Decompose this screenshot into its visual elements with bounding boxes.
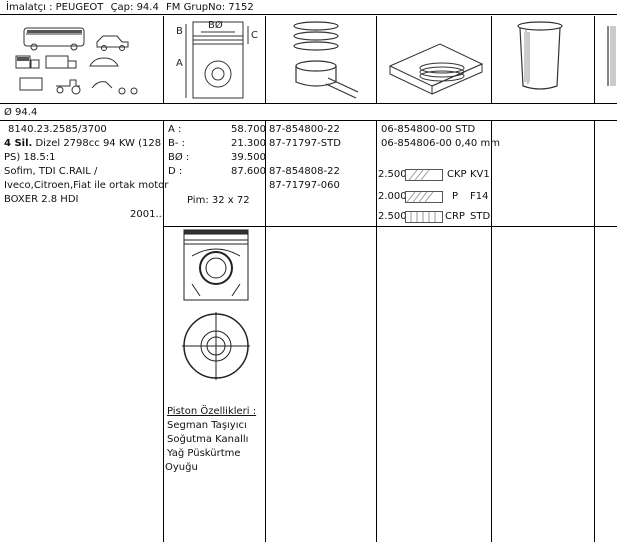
- dim-d-value: 87.600: [231, 166, 266, 177]
- divider: [163, 16, 164, 103]
- engine-desc5: BOXER 2.8 HDI: [4, 194, 79, 205]
- ring-width: 2.500: [378, 211, 407, 222]
- piston-dimension-icon: [168, 16, 268, 102]
- col-divider: [265, 120, 266, 542]
- engine-desc2: PS) 18.5:1: [4, 152, 56, 163]
- row-separator: [0, 120, 617, 121]
- feature-item: Segman Taşıyıcı: [167, 420, 247, 431]
- bore-label: Çap: 94.4: [110, 2, 159, 13]
- ring-set: 06-854806-00 0,40 mm: [381, 138, 500, 149]
- piston-top-icon: [172, 308, 262, 384]
- col-divider: [376, 120, 377, 542]
- piston-part: 87-71797-STD: [269, 138, 341, 149]
- piston-part: 87-854800-22: [269, 124, 340, 135]
- dim-bo-label: BØ :: [168, 152, 190, 163]
- dim-d-label: D :: [168, 166, 183, 177]
- label-bo: BØ: [208, 20, 223, 31]
- feature-item: Soğutma Kanallı: [167, 434, 249, 445]
- vehicle-types-icon: [2, 16, 162, 102]
- engine-desc1: 4 Sil. Dizel 2798cc 94 KW (128: [4, 138, 162, 149]
- dim-b-value: 21.300: [231, 138, 266, 149]
- piston-part: 87-854808-22: [269, 166, 340, 177]
- piston-side-icon: [172, 226, 262, 306]
- dim-bo-value: 39.500: [231, 152, 266, 163]
- ring-suffix: F14: [470, 191, 489, 202]
- cylinder-count: 4 Sil.: [4, 138, 33, 149]
- ring-width: 2.000: [378, 191, 407, 202]
- engine-year: 2001...: [130, 209, 165, 220]
- diameter-label: Ø 94.4: [4, 107, 38, 118]
- col-divider: [491, 120, 492, 542]
- dim-a-value: 58.700: [231, 124, 266, 135]
- ring-set: 06-854800-00 STD: [381, 124, 476, 135]
- label-c: C: [251, 30, 258, 41]
- label-b: B: [176, 26, 183, 37]
- feature-item: Yağ Püskürtme: [167, 448, 241, 459]
- piston-rings-icon: [268, 16, 376, 102]
- divider: [265, 16, 266, 103]
- ring-width: 2.500: [378, 169, 407, 180]
- engine-desc3: Sofim, TDI C.RAIL /: [4, 166, 98, 177]
- ring-second-icon: [405, 191, 443, 203]
- label-a: A: [176, 58, 183, 69]
- piston-part: 87-71797-060: [269, 180, 340, 191]
- maker-label: İmalatçı : PEUGEOT: [6, 2, 104, 13]
- engine-desc4: Iveco,Citroen,Fiat ile ortak motor: [4, 180, 169, 191]
- dim-a-label: A :: [168, 124, 182, 135]
- partial-icon: [596, 16, 617, 102]
- pin-size: Pim: 32 x 72: [187, 195, 250, 206]
- ring-suffix: STD: [470, 211, 491, 222]
- divider: [376, 16, 377, 103]
- ring-code: P: [452, 191, 459, 202]
- ring-suffix: KV1: [470, 169, 490, 180]
- header-bar: [0, 0, 617, 15]
- ring-code: CKP: [447, 169, 467, 180]
- icon-row: [0, 16, 617, 104]
- group-label: FM GrupNo: 7152: [166, 2, 254, 13]
- ring-compression-icon: [405, 169, 443, 181]
- feature-item: Oyuğu: [165, 462, 198, 473]
- divider: [594, 16, 595, 103]
- ring-oil-icon: [405, 211, 443, 223]
- cylinder-liner-icon: [492, 16, 592, 102]
- dim-b-label: B- :: [168, 138, 186, 149]
- col-divider: [594, 120, 595, 542]
- ring-code: CRP: [445, 211, 465, 222]
- features-title: Piston Özellikleri :: [167, 406, 257, 417]
- engine-code: 8140.23.2585/3700: [8, 124, 107, 135]
- ring-set-icon: [380, 16, 490, 102]
